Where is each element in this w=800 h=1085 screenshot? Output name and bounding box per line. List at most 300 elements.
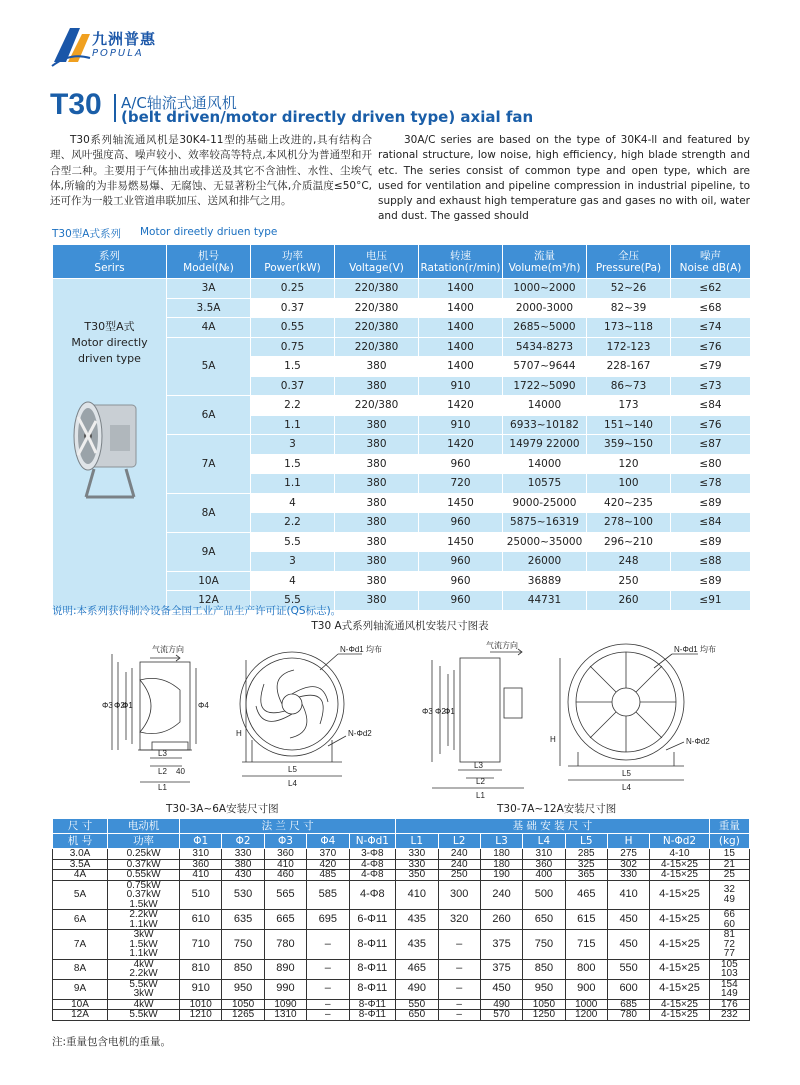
t2-power: [108, 999, 180, 1010]
t2-weight: [709, 979, 749, 999]
t2-value: –: [438, 999, 480, 1010]
t2-model-line: 8A: [73, 963, 87, 975]
t2-value: 435: [396, 930, 438, 960]
t2-model-line: 6A: [73, 913, 87, 925]
perf-cell: 1400: [419, 318, 503, 338]
t2-value: 450: [607, 910, 649, 930]
t2-value: –: [438, 1010, 480, 1021]
dim-phi2-left: Φ2: [114, 701, 125, 710]
t2-weight-line: 72: [723, 938, 735, 950]
t2-row: [53, 959, 750, 979]
perf-cell: 248: [587, 552, 671, 572]
t2-model-line: 5A: [73, 889, 87, 900]
perf-cell: 380: [335, 552, 419, 572]
t2-model-line: 10A: [71, 998, 89, 1010]
t2-value: 325: [565, 859, 607, 870]
t2-value: 550: [607, 959, 649, 979]
perf-cell: 296~210: [587, 532, 671, 552]
t1-header-cell: [503, 245, 587, 279]
t2-power-line: 3kW: [133, 988, 154, 999]
perf-cell: 173~118: [587, 318, 671, 338]
hdr-base: 基 础 安 装 尺 寸: [396, 819, 710, 834]
t2-value: 400: [523, 870, 565, 881]
t2-weight: [709, 849, 749, 860]
perf-cell: 0.55: [251, 318, 335, 338]
dim-phi1-left: Φ1: [122, 701, 133, 710]
perf-cell: 380: [335, 435, 419, 455]
t2-value: 330: [396, 859, 438, 870]
t2-weight-line: 105: [721, 958, 738, 970]
t2-model: [53, 999, 108, 1010]
t2-value: 900: [565, 979, 607, 999]
t2-value: –: [438, 959, 480, 979]
t1-header-cell: [671, 245, 751, 279]
t2-row: [53, 930, 750, 960]
t2-value: 565: [264, 880, 306, 910]
dim-l1-right: L1: [476, 791, 485, 800]
t1-header-cn: 流量: [534, 249, 555, 262]
drawing-title: T30 A式系列轴流通风机安装尺寸图表: [311, 620, 489, 632]
perf-cell: 5707~9644: [503, 357, 587, 377]
t2-power-line: 0.37kW: [126, 889, 161, 900]
perf-cell: 380: [335, 591, 419, 611]
t2-value: 4-10: [650, 849, 709, 860]
t2-weight: [709, 1010, 749, 1021]
t2-value: 370: [307, 849, 349, 860]
intro-text-en: 30A/C series are based on the type of 30K4-ll and featured by rational structure, low noise, high efficiency, high blade strength and etc. The series consist of common type and open type, which are used for ventilation and pipeline compression in industrial pipeline, to supply and exhaust high temperature gas and gases no with oil, water and dust. The gassed should: [378, 134, 750, 223]
hdr-size: 尺 寸: [53, 819, 108, 834]
t1-header-cell: [587, 245, 671, 279]
t2-value: 365: [565, 870, 607, 881]
t2-subheader: N-Φd1: [349, 834, 396, 849]
t2-power-line: 1.1kW: [129, 948, 158, 959]
t2-value: 450: [607, 930, 649, 960]
dim-phi4-left: Φ4: [198, 701, 209, 710]
t2-value: 350: [396, 870, 438, 881]
model-cell: 3A: [167, 279, 251, 299]
t2-value: 665: [264, 910, 306, 930]
t2-value: –: [438, 979, 480, 999]
dim-l5-right: L5: [622, 769, 631, 778]
t2-power-line: 1.5kW: [129, 938, 158, 950]
hdr-weight: 重量: [709, 819, 749, 834]
t2-power: [108, 930, 180, 960]
perf-cell: ≤78: [671, 474, 751, 494]
t1-header-en: Serirs: [94, 261, 125, 274]
t2-value: 465: [565, 880, 607, 910]
perf-cell: 380: [335, 532, 419, 552]
perf-cell: 172-123: [587, 337, 671, 357]
t1-header-en: Pressure(Pa): [595, 261, 662, 274]
t2-value: 4-15×25: [650, 870, 709, 881]
perf-cell: 1.5: [251, 454, 335, 474]
perf-cell: ≤84: [671, 513, 751, 533]
nd2-label-right: N-Φd2: [686, 737, 710, 746]
product-title-cn: A/C轴流式通风机: [121, 94, 237, 112]
dim-phi2-right: Φ2: [435, 707, 446, 716]
t2-subheader: Φ1: [180, 834, 222, 849]
t2-value: 285: [565, 849, 607, 860]
perf-cell: 380: [335, 454, 419, 474]
t2-value: 410: [396, 880, 438, 910]
perf-cell: ≤76: [671, 415, 751, 435]
t2-subheader: H: [607, 834, 649, 849]
t2-row: [53, 1010, 750, 1021]
t2-value: 500: [523, 880, 565, 910]
t2-value: 585: [307, 880, 349, 910]
t2-value: 530: [222, 880, 264, 910]
perf-cell: 1.1: [251, 474, 335, 494]
t2-value: 250: [438, 870, 480, 881]
t2-value: 310: [180, 849, 222, 860]
perf-cell: ≤80: [671, 454, 751, 474]
t2-weight: [709, 930, 749, 960]
t2-weight: [709, 859, 749, 870]
t2-power: [108, 859, 180, 870]
t2-power-line: 0.75kW: [126, 879, 161, 891]
t2-weight-line: 49: [723, 893, 735, 905]
perf-cell: ≤89: [671, 571, 751, 591]
t2-value: 8-Φ11: [349, 1010, 396, 1021]
t2-value: 180: [480, 859, 522, 870]
t2-value: 4-15×25: [650, 910, 709, 930]
perf-cell: ≤88: [671, 552, 751, 572]
hdr-kg: (kg): [709, 834, 749, 849]
perf-cell: 82~39: [587, 298, 671, 318]
t1-header-en: Voltage(V): [349, 261, 404, 274]
t2-value: 695: [307, 910, 349, 930]
t2-value: 650: [396, 1010, 438, 1021]
t2-value: 410: [607, 880, 649, 910]
t2-model: [53, 930, 108, 960]
t2-weight-line: 154: [721, 978, 738, 990]
t1-header-cell: [251, 245, 335, 279]
t2-model: [53, 979, 108, 999]
t2-weight-line: 15: [723, 848, 735, 859]
t2-value: 4-15×25: [650, 979, 709, 999]
t2-power: [108, 910, 180, 930]
t2-value: 1210: [180, 1010, 222, 1021]
perf-cell: 220/380: [335, 396, 419, 416]
t2-model: [53, 959, 108, 979]
t2-power-line: 0.55kW: [126, 869, 161, 880]
perf-cell: 10575: [503, 474, 587, 494]
t2-value: 780: [607, 1010, 649, 1021]
t2-value: 685: [607, 999, 649, 1010]
small-fan-side-view: [112, 654, 196, 782]
t2-value: 410: [180, 870, 222, 881]
t2-row: [53, 870, 750, 881]
perf-cell: 0.75: [251, 337, 335, 357]
perf-cell: 250: [587, 571, 671, 591]
perf-cell: 960: [419, 513, 503, 533]
t2-value: 1090: [264, 999, 306, 1010]
t2-power-line: 3kW: [133, 929, 154, 940]
axial-fan-photo: [64, 385, 156, 505]
t2-value: –: [307, 930, 349, 960]
t2-value: 635: [222, 910, 264, 930]
dim-l4-left: L4: [288, 779, 297, 788]
series-label: T30型A式: [84, 320, 135, 333]
t2-value: 510: [180, 880, 222, 910]
perf-cell: 380: [335, 415, 419, 435]
dim-phi1-right: Φ1: [444, 707, 455, 716]
t2-model: [53, 1010, 108, 1021]
t2-value: 275: [607, 849, 649, 860]
model-cell: 12A: [167, 591, 251, 611]
t2-value: –: [438, 930, 480, 960]
t2-value: 8-Φ11: [349, 959, 396, 979]
t2-value: 450: [480, 979, 522, 999]
t2-subheader: L1: [396, 834, 438, 849]
perf-cell: 1450: [419, 532, 503, 552]
t2-value: 4-15×25: [650, 1010, 709, 1021]
t2-power: [108, 979, 180, 999]
t2-value: 6-Φ11: [349, 910, 396, 930]
perf-cell: 910: [419, 415, 503, 435]
t2-value: 330: [607, 870, 649, 881]
t2-value: 4-15×25: [650, 999, 709, 1010]
t2-weight-line: 149: [721, 988, 738, 999]
perf-cell: 1722~5090: [503, 376, 587, 396]
perf-cell: 2000-3000: [503, 298, 587, 318]
t2-value: 435: [396, 910, 438, 930]
perf-cell: 420~235: [587, 493, 671, 513]
t2-value: 320: [438, 910, 480, 930]
t2-weight-line: 60: [723, 918, 735, 930]
perf-cell: ≤89: [671, 493, 751, 513]
t2-model: [53, 859, 108, 870]
t1-header-cell: [167, 245, 251, 279]
t2-power-line: 5.5kW: [129, 978, 158, 990]
installation-drawings: [92, 632, 742, 800]
perf-cell: 5875~16319: [503, 513, 587, 533]
model-cell: 6A: [167, 396, 251, 435]
section-title-en: Motor direetly driuen type: [140, 226, 278, 238]
t2-value: 1265: [222, 1010, 264, 1021]
model-cell: 10A: [167, 571, 251, 591]
t2-value: 240: [438, 849, 480, 860]
t2-power-line: 0.25kW: [126, 848, 161, 859]
bolt-label-right: N-Φd1 均布: [674, 645, 716, 654]
large-fan-front-view: [560, 644, 698, 780]
t2-value: 310: [523, 849, 565, 860]
perf-cell: 0.25: [251, 279, 335, 299]
t2-row: [53, 910, 750, 930]
t2-model: [53, 870, 108, 881]
bolt-label-left: N-Φd1 均布: [340, 645, 382, 654]
perf-cell: 6933~10182: [503, 415, 587, 435]
t2-value: 420: [307, 859, 349, 870]
t2-value: 330: [222, 849, 264, 860]
perf-cell: 220/380: [335, 279, 419, 299]
perf-cell: 1000~2000: [503, 279, 587, 299]
t2-value: 360: [523, 859, 565, 870]
t2-subheader: N-Φd2: [650, 834, 709, 849]
t2-row: [53, 880, 750, 910]
t2-value: 360: [180, 859, 222, 870]
airflow-label-left: 气流方向: [152, 645, 184, 654]
hdr-motor: 电动机: [108, 819, 180, 834]
t2-value: 4-15×25: [650, 880, 709, 910]
t2-value: 330: [396, 849, 438, 860]
t2-row: [53, 859, 750, 870]
t2-value: 715: [565, 930, 607, 960]
t2-value: 4-15×25: [650, 959, 709, 979]
t1-header-cn: 转速: [450, 249, 471, 262]
t2-value: 8-Φ11: [349, 930, 396, 960]
dim-l5-left: L5: [288, 765, 297, 774]
t2-value: 1050: [222, 999, 264, 1010]
t2-value: 485: [307, 870, 349, 881]
t2-value: 380: [222, 859, 264, 870]
t2-value: 260: [480, 910, 522, 930]
t2-weight-line: 77: [723, 948, 735, 959]
t2-weight-line: 81: [723, 929, 735, 940]
t2-value: 910: [180, 979, 222, 999]
perf-cell: 1400: [419, 298, 503, 318]
drawing-label-large: T30-7A~12A安装尺寸图: [497, 803, 617, 815]
t2-value: 990: [264, 979, 306, 999]
perf-cell: ≤91: [671, 591, 751, 611]
series-label: Motor directly: [71, 336, 148, 349]
t1-header-cn: 机号: [198, 249, 219, 262]
t2-value: 750: [523, 930, 565, 960]
t2-value: 610: [180, 910, 222, 930]
perf-cell: 100: [587, 474, 671, 494]
perf-cell: 380: [335, 493, 419, 513]
t2-row: [53, 999, 750, 1010]
dim-l3-right: L3: [474, 761, 483, 770]
t2-weight: [709, 870, 749, 881]
t2-value: 490: [480, 999, 522, 1010]
perf-cell: 1400: [419, 279, 503, 299]
perf-cell: 1420: [419, 396, 503, 416]
t2-value: 950: [523, 979, 565, 999]
perf-cell: 1400: [419, 337, 503, 357]
dim-l2-left: L2: [158, 767, 167, 776]
t2-value: 490: [396, 979, 438, 999]
t2-model: [53, 910, 108, 930]
dim-l2-right: L2: [476, 777, 485, 786]
t2-weight-line: 103: [721, 968, 738, 979]
perf-cell: 960: [419, 591, 503, 611]
t2-value: 950: [222, 979, 264, 999]
perf-cell: 14000: [503, 396, 587, 416]
dim-l3-left: L3: [158, 749, 167, 758]
t2-model: [53, 849, 108, 860]
perf-cell: ≤76: [671, 337, 751, 357]
perf-cell: ≤68: [671, 298, 751, 318]
t2-power: [108, 959, 180, 979]
t2-model-line: 4A: [73, 869, 87, 880]
dim-phi3-left: Φ3: [102, 701, 113, 710]
series-label: driven type: [78, 352, 141, 365]
t2-value: 430: [222, 870, 264, 881]
model-cell: 7A: [167, 435, 251, 494]
perf-cell: ≤73: [671, 376, 751, 396]
perf-cell: 4: [251, 571, 335, 591]
dim-phi3-right: Φ3: [422, 707, 433, 716]
section-title-cn: T30型A式系列: [52, 228, 121, 240]
perf-cell: 1.5: [251, 357, 335, 377]
t1-header-en: Ratation(r/min): [420, 261, 501, 274]
perf-cell: 220/380: [335, 318, 419, 338]
t2-value: –: [307, 959, 349, 979]
perf-cell: 380: [335, 376, 419, 396]
drawing-label-small: T30-3A~6A安装尺寸图: [166, 803, 279, 815]
product-title-en: (belt driven/motor directly driven type) axial fan: [121, 108, 534, 126]
t2-weight-line: 25: [723, 869, 735, 880]
certification-note: 说明:本系列获得制冷设备全国工业产品生产许可证(QS标志)。: [52, 605, 342, 617]
perf-cell: 260: [587, 591, 671, 611]
perf-cell: 86~73: [587, 376, 671, 396]
t2-value: 615: [565, 910, 607, 930]
t2-value: 375: [480, 930, 522, 960]
t1-header-cn: 功率: [282, 249, 303, 262]
t1-header-en: Model(№): [183, 261, 234, 274]
t1-header-en: Power(kW): [264, 261, 321, 274]
perf-cell: 278~100: [587, 513, 671, 533]
t2-value: 4-15×25: [650, 859, 709, 870]
t2-subheader: Φ2: [222, 834, 264, 849]
dimension-table: [52, 818, 750, 1021]
perf-cell: 1.1: [251, 415, 335, 435]
t2-weight-line: 32: [723, 884, 735, 896]
perf-cell: 5.5: [251, 591, 335, 611]
t2-value: 190: [480, 870, 522, 881]
t2-value: 375: [480, 959, 522, 979]
perf-cell: 120: [587, 454, 671, 474]
weight-note: 注:重量包含电机的重量。: [52, 1036, 172, 1048]
hdr-power: 功率: [108, 834, 180, 849]
perf-cell: 220/380: [335, 337, 419, 357]
brand-name-cn: 九洲普惠: [92, 30, 157, 48]
t2-subheader: Φ3: [264, 834, 306, 849]
perf-cell: 173: [587, 396, 671, 416]
t2-value: 650: [523, 910, 565, 930]
performance-table: [52, 244, 751, 611]
perf-cell: 720: [419, 474, 503, 494]
t2-row: [53, 979, 750, 999]
t2-value: 750: [222, 930, 264, 960]
t2-value: 1010: [180, 999, 222, 1010]
perf-cell: 9000-25000: [503, 493, 587, 513]
perf-cell: ≤79: [671, 357, 751, 377]
t2-subheader: L3: [480, 834, 522, 849]
t2-model: [53, 880, 108, 910]
t2-value: 4-Φ8: [349, 880, 396, 910]
t2-model-line: 12A: [71, 1009, 89, 1020]
t2-value: 465: [396, 959, 438, 979]
perf-cell: 2685~5000: [503, 318, 587, 338]
t2-weight-line: 21: [723, 858, 735, 870]
perf-cell: 960: [419, 552, 503, 572]
t2-power-line: 4kW: [133, 998, 154, 1010]
model-cell: 8A: [167, 493, 251, 532]
t2-power-line: 5.5kW: [129, 1009, 158, 1020]
dim-h-right: H: [550, 735, 556, 744]
t2-value: 1000: [565, 999, 607, 1010]
t2-value: 800: [565, 959, 607, 979]
t2-value: 600: [607, 979, 649, 999]
perf-cell: 960: [419, 571, 503, 591]
t2-value: –: [307, 1010, 349, 1021]
perf-cell: 3: [251, 552, 335, 572]
t2-value: 240: [480, 880, 522, 910]
t2-value: 8-Φ11: [349, 979, 396, 999]
t2-value: 4-Φ8: [349, 859, 396, 870]
